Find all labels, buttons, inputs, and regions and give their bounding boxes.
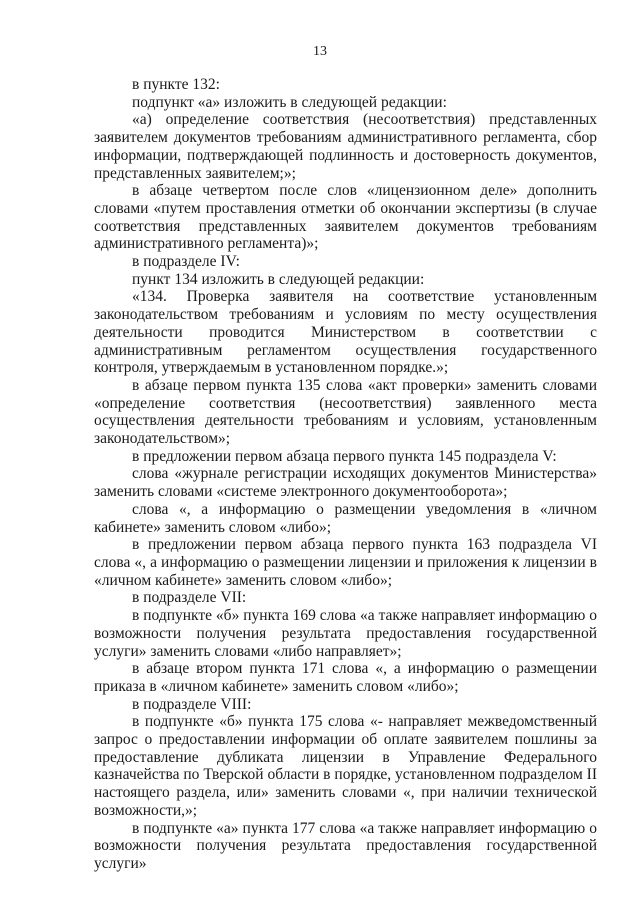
paragraph: в абзаце четвертом после слов «лицензионном деле» дополнить словами «путем проставления отметки об окончании экспертизы (в случае соответствия представленных заявителем документов требованиям административного регламента)»;	[94, 182, 597, 253]
paragraph: в подразделе VIII:	[132, 695, 252, 713]
paragraph: в пункте 132:	[132, 76, 220, 93]
paragraph: в абзаце втором пункта 171 слова «, а информацию о размещении приказа в «личном кабинете» заменить словом «либо»;	[94, 660, 597, 695]
paragraph: в подпункте «а» пункта 177 слова «а также направляет информацию о возможности получения результата предоставления государственной услуги»	[94, 819, 597, 872]
paragraph: слова «журнале регистрации исходящих документов Министерства» заменить словами «системе электронного документооборота»;	[94, 465, 597, 501]
paragraph: в предложении первом абзаца первого пункта 145 подраздела V:	[132, 447, 557, 465]
paragraph: «а) определение соответствия (несоответствия) представленных заявителем документов требованиям административного регламента, сбор информации, подтверждающей подлинность и достоверность документов, представленных заявителем;»;	[94, 111, 597, 182]
paragraph: «134. Проверка заявителя на соответствие установленным законодательством требованиям и условиям по месту осуществления деятельности проводится Министерством в соответствии с административным регламентом осуществления государственного контроля, утверждаемым в установленном порядке.»;	[94, 288, 597, 377]
body-text	[94, 76, 597, 873]
paragraph: в подразделе IV:	[132, 253, 240, 271]
paragraph: в подпункте «б» пункта 175 слова «- направляет межведомственный запрос о предоставлении информации об оплате заявителем пошлины за предоставление дубликата лицензии в Управление Федерального казначейства по Тверской области в порядке, установленном подразделом II настоящего раздела, или» заменить словами «, при наличии технической возможности,»;	[94, 713, 597, 819]
page-number: 13	[313, 44, 327, 59]
paragraph: в подпункте «б» пункта 169 слова «а также направляет информацию о возможности получения результата предоставления государственной услуги» заменить словами «либо направляет»;	[94, 607, 597, 660]
paragraph: слова «, а информацию о размещении уведомления в «личном кабинете» заменить словом «либо»;	[94, 500, 597, 536]
paragraph: в абзаце первом пункта 135 слова «акт проверки» заменить словами «определение соответствия (несоответствия) заявленного места осуществления деятельности требованиям и условиям, установленным законодательством»;	[94, 376, 597, 448]
paragraph: в подразделе VII:	[132, 589, 247, 607]
paragraph: в предложении первом абзаца первого пункта 163 подраздела VI слова «, а информацию о размещении лицензии и приложения к лицензии в «личном кабинете» заменить словом «либо»;	[94, 536, 597, 589]
paragraph: пункт 134 изложить в следующей редакции:	[132, 270, 425, 288]
paragraph: подпункт «а» изложить в следующей редакции:	[132, 93, 447, 111]
